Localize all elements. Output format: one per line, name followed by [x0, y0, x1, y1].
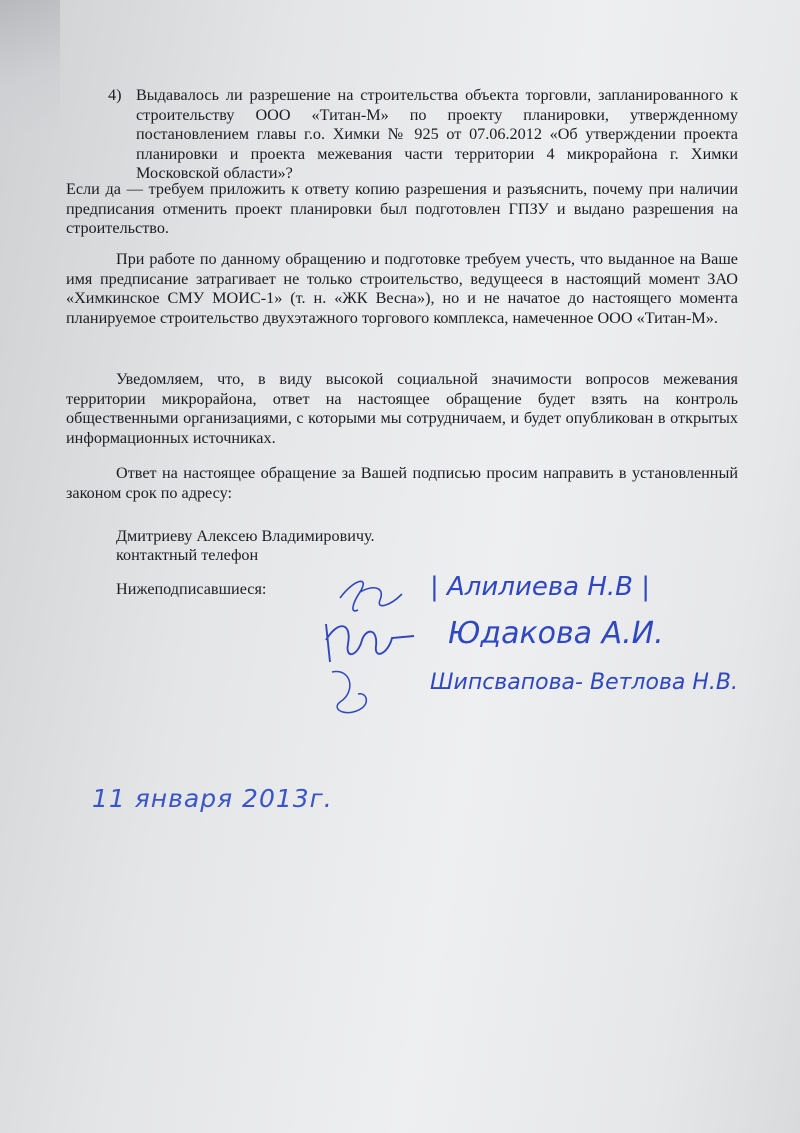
question-item-4 [108, 86, 738, 184]
handwritten-date: 11 января 2013г. [92, 784, 333, 813]
item-text: Выдавалось ли разрешение на строительства объекта торговли, запланированного к строительству ООО «Титан-М» по проекту планировки, утвержденному постановлением главы г.о. Химки № 925 от 07.06.2012 «Об утверждении проекта планировки и проекта межевания части территории 4 микрорайона г. Химки Московской области»? [136, 86, 738, 182]
address-phone-label: контактный телефон [116, 546, 259, 564]
paragraph-work-note: При работе по данному обращению и подготовке требуем учесть, что выданное на Ваше имя предписание затрагивает не только строительство, ведущееся в настоящий момент ЗАО «Химкинское СМУ МОИС-1» (т. н. «ЖК Весна»), но и не начатое до настоящего момента планируемое строительство двухэтажного торгового комплекса, намеченное ООО «Титан-М». [66, 250, 738, 327]
signer-name-3: Шипсвапова- Ветлова Н.В. [430, 670, 738, 695]
signer-name-2: Юдакова А.И. [448, 616, 664, 651]
signatories-label: Нижеподписавшиеся: [116, 580, 267, 598]
item-number: 4) [108, 86, 122, 104]
signature-scribble-2 [318, 610, 418, 670]
signer-name-1: | Алилиева Н.В | [430, 572, 651, 602]
paragraph-reply: Ответ на настоящее обращение за Вашей подписью просим направить в установленный законом срок по адресу: [66, 464, 738, 502]
signature-scribble-3 [322, 662, 382, 722]
paragraph-if-yes: Если да — требуем приложить к ответу копию разрешения и разъяснить, почему при наличии предписания отменить проект планировки был подготовлен ГПЗУ и выдано разрешения на строительство. [66, 180, 738, 237]
paragraph-notice: Уведомляем, что, в виду высокой социальной значимости вопросов межевания территории микрорайона, ответ на настоящее обращение будет взять на контроль общественными организациями, с которыми мы сотрудничаем, и будет опубликован в открытых информационных источниках. [66, 370, 738, 447]
address-name: Дмитриеву Алексею Владимировичу. [116, 527, 375, 545]
